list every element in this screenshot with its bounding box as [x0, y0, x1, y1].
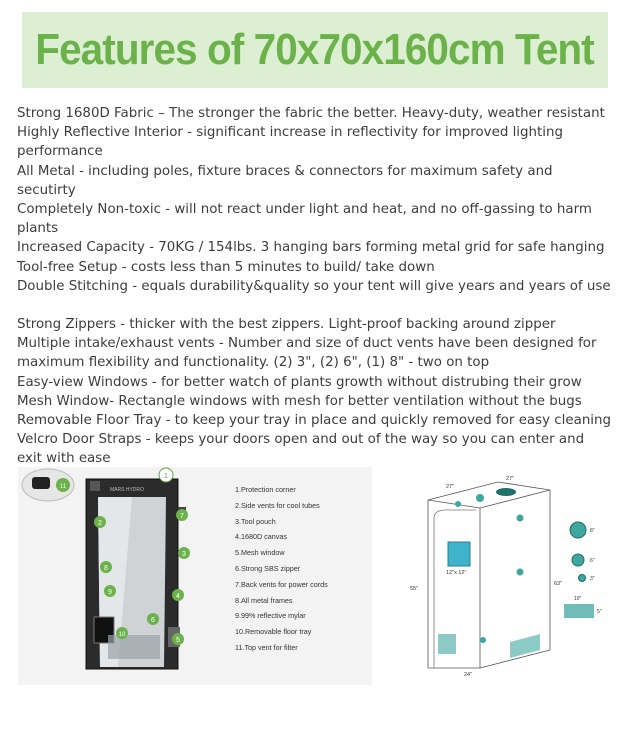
mesh-window-side — [510, 634, 540, 658]
side-vent — [517, 515, 524, 522]
marker-2 — [94, 516, 106, 528]
marker-10 — [116, 627, 128, 639]
legend-item: 7.Back vents for power cords — [235, 579, 328, 589]
label-6in: 6" — [590, 558, 595, 564]
marker-8 — [100, 561, 112, 573]
easy-view-window — [448, 542, 470, 566]
top-vent-8in — [496, 488, 516, 496]
svg-text:2: 2 — [98, 520, 102, 527]
svg-text:6: 6 — [151, 617, 155, 624]
label-mesh-height: 5" — [597, 609, 602, 615]
legend-item: 3.Tool pouch — [235, 516, 276, 526]
dim-window: 12"x 12" — [446, 570, 467, 576]
marker-3 — [178, 547, 190, 559]
mesh-window-front — [438, 634, 456, 654]
paragraph-gap — [17, 296, 613, 315]
svg-text:9: 9 — [108, 589, 112, 596]
legend-item: 5.Mesh window — [235, 548, 285, 558]
svg-text:7: 7 — [180, 513, 184, 520]
legend-item: 1.Protection corner — [235, 485, 296, 494]
page-title: Features of 70x70x160cm Tent — [35, 25, 595, 74]
feature-item: Highly Reflective Interior - significant increase in reflectivity for improved lighting performance — [17, 125, 563, 160]
dim-top-width: 27" — [446, 484, 455, 490]
feature-item: Easy-view Windows - for better watch of plants growth without distrubing their grow — [17, 374, 582, 390]
marker-1 — [159, 468, 173, 482]
legend-item: 2.Side vents for cool tubes — [235, 500, 320, 510]
legend-item: 4.1680D canvas — [235, 532, 287, 542]
marker-5 — [172, 633, 184, 645]
feature-item: Multiple intake/exhaust vents - Number and size of duct vents have been designed for maximum flexibility and functionality. (2) 3", (2) 6", (1) 8" - two on top — [17, 336, 597, 371]
feature-item: Tool-free Setup - costs less than 5 minutes to build/ take down — [17, 259, 435, 275]
svg-text:1: 1 — [164, 473, 168, 480]
top-vent-3in — [455, 501, 461, 507]
marker-7 — [176, 509, 188, 521]
marker-9 — [104, 585, 116, 597]
feature-item: Increased Capacity - 70KG / 154lbs. 3 hanging bars forming metal grid for safe hanging — [17, 240, 605, 256]
side-vent — [517, 569, 524, 576]
dim-height-front: 55" — [410, 586, 419, 592]
feature-item: Strong 1680D Fabric – The stronger the fabric the better. Heavy-duty, weather resistant — [17, 106, 605, 121]
label-3in: 3" — [590, 576, 595, 582]
protection-corner-icon — [90, 481, 100, 491]
label-8in: 8" — [590, 528, 595, 534]
svg-text:11: 11 — [59, 484, 67, 490]
top-vent-6in — [476, 494, 484, 502]
dimension-drawing — [398, 470, 613, 685]
mesh-detail — [564, 604, 594, 618]
dim-top-depth: 27" — [506, 476, 515, 482]
dim-bottom: 24" — [464, 672, 473, 678]
marker-6 — [147, 613, 159, 625]
vent-6in-detail — [572, 554, 584, 566]
feature-item: All Metal - including poles, fixture braces & connectors for maximum safety and secutirty — [17, 163, 553, 198]
label-mesh-width: 10" — [574, 596, 582, 602]
floor-tray-icon — [108, 635, 160, 659]
legend-item: 9.99% reflective mylar — [235, 611, 306, 621]
marker-11 — [56, 478, 70, 492]
marker-4 — [172, 589, 184, 601]
legend-item: 8.All metal frames — [235, 595, 293, 605]
title-banner — [22, 12, 608, 88]
feature-list — [17, 104, 613, 469]
vent-3in-detail — [579, 575, 586, 582]
feature-item: Removable Floor Tray - to keep your tray in place and quickly removed for easy cleaning — [17, 413, 612, 429]
feature-item: Double Stitching - equals durability&quality so your tent will give years and years of use — [17, 278, 611, 294]
svg-text:10: 10 — [118, 632, 126, 638]
back-vent — [480, 637, 486, 643]
svg-text:5: 5 — [176, 637, 180, 644]
legend-item: 10.Removable floor tray — [235, 627, 312, 637]
dim-height-side: 63" — [554, 581, 563, 587]
top-vent-icon — [32, 477, 50, 489]
svg-text:8: 8 — [104, 565, 108, 572]
feature-item: Completely Non-toxic - will not react under light and heat, and no off-gassing to harm plants — [17, 202, 592, 237]
feature-item: Mesh Window- Rectangle windows with mesh for better ventilation without the bugs — [17, 393, 582, 409]
vent-8in-detail — [570, 522, 586, 538]
legend-item: 6.Strong SBS zipper — [235, 563, 301, 573]
feature-item: Velcro Door Straps - keeps your doors open and out of the way so you can enter and exit with ease — [17, 432, 585, 467]
brand-label: MARS HYDRO — [110, 487, 144, 493]
svg-text:3: 3 — [182, 551, 186, 558]
tent-dimension-diagram — [398, 470, 613, 685]
svg-text:4: 4 — [176, 593, 180, 600]
photo-legend — [235, 482, 328, 656]
legend-item: 11.Top vent for filter — [235, 642, 298, 652]
feature-item: Strong Zippers - thicker with the best zippers. Light-proof backing around zipper — [17, 317, 556, 333]
